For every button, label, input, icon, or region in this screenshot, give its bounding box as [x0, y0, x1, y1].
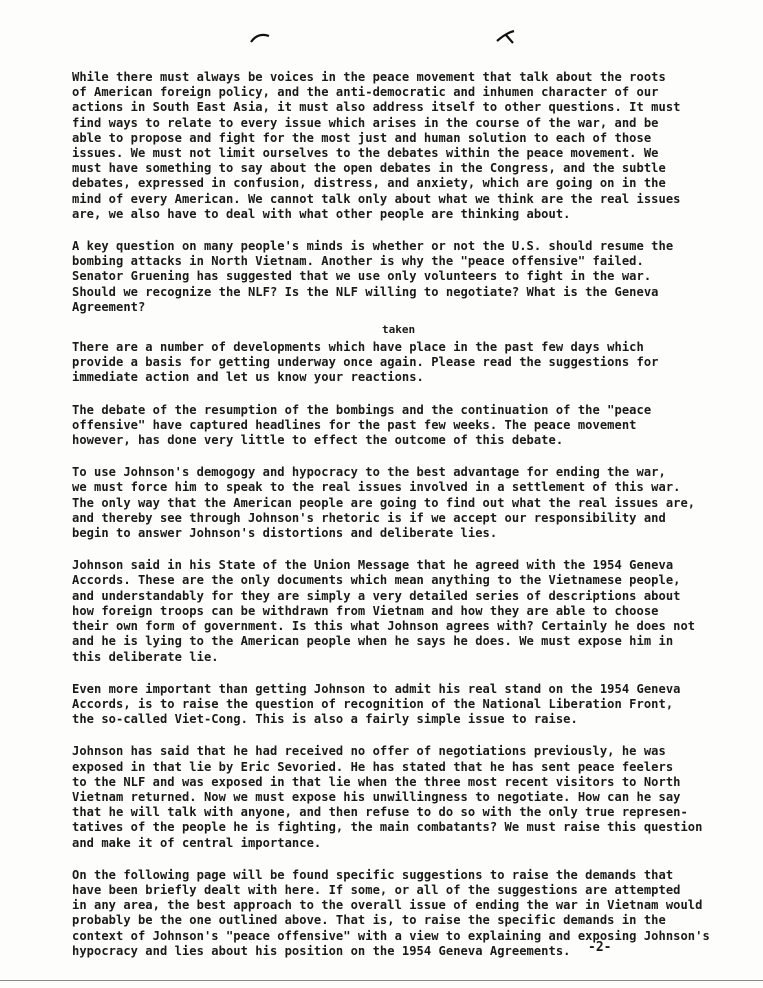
paragraph-1: While there must always be voices in the peace movement that talk about the roots of American foreign policy, and the anti-democratic and inhumen character of our actions in South East Asia, it must also address itself to other questions. It must find ways to relate to every issue which arises in the course of the war, and be able to propose and fight for the most just and human solution to each of those issues. We must not limit ourselves to the debates within the peace movement. We must have something to say about the open debates in the Congress, and the subtle debates, expressed in confusion, distress, and anxiety, which are going on in the mind of every American. We cannot talk only about what we think are the real issues are, we also have to deal with what other people are thinking about. — [72, 70, 681, 221]
paragraph-6: Johnson said in his State of the Union Message that he agreed with the 1954 Geneva Accords. These are the only documents which mean anything to the Vietnamese people, and understandably for they are simply a very detailed series of descriptions about how foreign troops can be withdrawn from Vietnam and how they are able to choose their own form of government. Is this what Johnson agrees with? Certainly he does not and he is lying to the American people when he says he does. We must expose him in this deliberate lie. — [72, 558, 696, 664]
paragraph-8: Johnson has said that he had received no offer of negotiations previously, he was exposed in that lie by Eric Sevoried. He has stated that he has sent peace feelers to the NLF and was exposed in that lie when the three most recent visitors to North Vietnam returned. Now we must expose his unwillingness to negotiate. How can he say that he will talk with anyone, and then refuse to do so with the only true represen- tatives of the people he is fighting, the main combatants? We must raise this question and make it of central importance. — [72, 744, 703, 850]
document-body — [72, 70, 722, 976]
registration-mark-left — [250, 30, 270, 44]
scan-edge-line — [0, 980, 763, 981]
paragraph-5: To use Johnson's demogogy and hypocracy to the best advantage for ending the war, we must force him to speak to the real issues involved in a settlement of this war. The only way that the American people are going to find out what the real issues are, and thereby see through Johnson's rhetoric is if we accept our responsibility and begin to answer Johnson's distortions and deliberate lies. — [72, 465, 696, 541]
paragraph-3: There are a number of developments which have place in the past few days which provide a basis for getting underway once again. Please read the suggestions for immediate action and let us know your reactions. — [72, 340, 659, 385]
paragraph-2: A key question on many people's minds is whether or not the U.S. should resume the bombing attacks in North Vietnam. Another is why the "peace offensive" failed. Senator Gruening has suggested that we use only volunteers to fight in the war. Should we recognize the NLF? Is the NLF willing to negotiate? What is the Geneva Agreement? — [72, 239, 674, 314]
paragraph-9: On the following page will be found specific suggestions to raise the demands that have been briefly dealt with here. If some, or all of the suggestions are attempted in any area, the best approach to the overall issue of ending the war in Vietnam would probably be the one outlined above. That is, to raise the specific demands in the context of Johnson's "peace offensive" with a view to explaining and exposing Johnson's hypocracy and lies about his position on the 1954 Geneva Agreements. — [72, 867, 710, 958]
registration-mark-right — [496, 30, 516, 44]
paragraph-4: The debate of the resumption of the bombings and the continuation of the "peace offensive" have captured headlines for the past few weeks. The peace movement however, has done very little to effect the outcome of this debate. — [72, 402, 652, 448]
page-number: -2- — [588, 940, 612, 955]
handwritten-insertion: taken — [382, 323, 416, 337]
paragraph-7: Even more important than getting Johnson to admit his real stand on the 1954 Geneva Accords, is to raise the question of recognition of the National Liberation Front, the so-called Viet-Cong. This is also a fairly simple issue to raise. — [72, 681, 681, 727]
